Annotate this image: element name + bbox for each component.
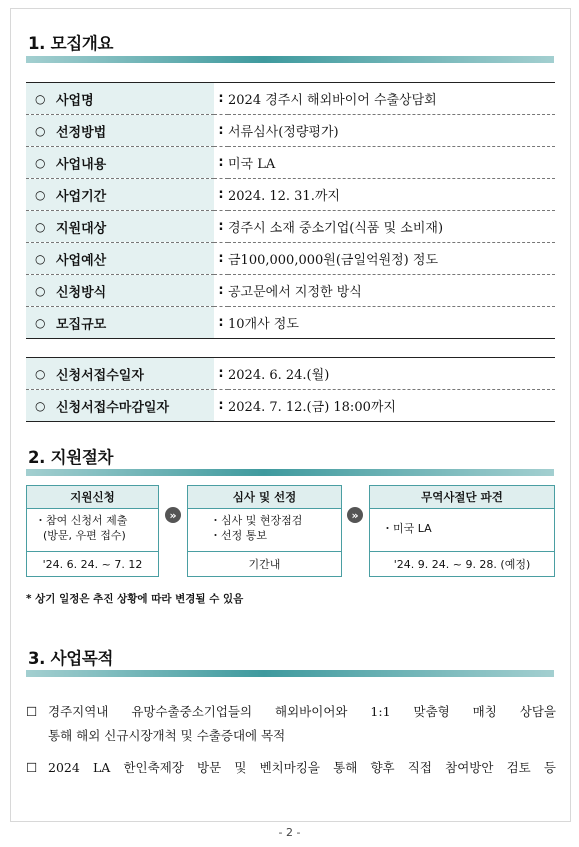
- row-value: 2024. 7. 12.(금) 18:00까지: [228, 390, 555, 422]
- info-row: [26, 307, 555, 339]
- circle-bullet-icon: ○: [35, 366, 46, 381]
- info-row: [26, 275, 555, 307]
- row-label-cell: [26, 275, 214, 307]
- row-colon: :: [214, 243, 228, 275]
- row-label-cell: [26, 115, 214, 147]
- arrow-right-icon: »: [165, 507, 181, 523]
- circle-bullet-icon: ○: [35, 315, 46, 330]
- section3-rule: [26, 670, 554, 677]
- info-row: [26, 358, 555, 390]
- step-line: (방문, 우편 접수): [43, 529, 126, 542]
- row-colon: :: [214, 115, 228, 147]
- row-value: 공고문에서 지정한 방식: [228, 275, 555, 307]
- row-value: 10개사 정도: [228, 307, 555, 339]
- circle-bullet-icon: ○: [35, 398, 46, 413]
- section3-title: 3. 사업목적: [28, 649, 114, 668]
- purpose-item-1: [26, 700, 556, 748]
- row-value: 서류심사(정량평가): [228, 115, 555, 147]
- schedule-note: * 상기 일정은 추진 상황에 따라 변경될 수 있음: [26, 593, 244, 605]
- row-label: 사업내용: [56, 157, 107, 172]
- step-apply: [26, 485, 159, 577]
- info-row: [26, 243, 555, 275]
- info-row: [26, 390, 555, 422]
- overview-table: [26, 82, 555, 339]
- row-colon: :: [214, 275, 228, 307]
- row-label: 모집규모: [56, 317, 107, 332]
- row-label-cell: [26, 83, 214, 115]
- row-value: 2024. 6. 24.(월): [228, 358, 555, 390]
- row-label-cell: [26, 147, 214, 179]
- circle-bullet-icon: ○: [35, 219, 46, 234]
- step-period: '24. 9. 24. ~ 9. 28. (예정): [370, 551, 554, 576]
- row-label: 사업명: [56, 93, 94, 108]
- row-value: 경주시 소재 중소기업(식품 및 소비재): [228, 211, 555, 243]
- row-label: 신청방식: [56, 285, 107, 300]
- row-colon: :: [214, 211, 228, 243]
- step-header: 지원신청: [27, 486, 158, 509]
- section1-title: 1. 모집개요: [28, 34, 114, 53]
- checkbox-icon: ☐: [26, 760, 38, 775]
- row-label: 선정방법: [56, 125, 107, 140]
- row-label: 신청서접수일자: [56, 368, 144, 383]
- purpose-text: 통해 해외 신규시장개척 및 수출증대에 목적: [48, 728, 286, 743]
- row-colon: :: [214, 390, 228, 422]
- page-number: - 2 -: [278, 826, 301, 839]
- row-label: 사업기간: [56, 189, 107, 204]
- row-label-cell: [26, 243, 214, 275]
- section2-title: 2. 지원절차: [28, 448, 114, 467]
- circle-bullet-icon: ○: [35, 251, 46, 266]
- row-label-cell: [26, 307, 214, 339]
- step-dispatch: [369, 485, 555, 577]
- circle-bullet-icon: ○: [35, 91, 46, 106]
- step-period: 기간내: [188, 551, 341, 576]
- step-line: ・심사 및 현장점검: [210, 514, 303, 527]
- circle-bullet-icon: ○: [35, 187, 46, 202]
- row-value: 2024 경주시 해외바이어 수출상담회: [228, 83, 555, 115]
- info-row: [26, 115, 555, 147]
- checkbox-icon: ☐: [26, 704, 38, 719]
- circle-bullet-icon: ○: [35, 123, 46, 138]
- info-row: [26, 147, 555, 179]
- row-label-cell: [26, 390, 214, 422]
- row-colon: :: [214, 179, 228, 211]
- circle-bullet-icon: ○: [35, 155, 46, 170]
- step-header: 무역사절단 파견: [370, 486, 554, 509]
- step-line: ・참여 신청서 제출: [35, 514, 128, 527]
- row-colon: :: [214, 147, 228, 179]
- step-header: 심사 및 선정: [188, 486, 341, 509]
- arrow-right-icon: »: [347, 507, 363, 523]
- row-colon: :: [214, 358, 228, 390]
- dates-table: [26, 357, 555, 422]
- info-row: [26, 211, 555, 243]
- row-label: 사업예산: [56, 253, 107, 268]
- row-label-cell: [26, 211, 214, 243]
- row-value: 금100,000,000원(금일억원정) 정도: [228, 243, 555, 275]
- row-colon: :: [214, 83, 228, 115]
- row-value: 미국 LA: [228, 147, 555, 179]
- purpose-text: 2024 LA 한인축제장 방문 및 벤치마킹을 통해 향후 직접 참여방안 검토 등: [48, 760, 556, 775]
- row-label: 신청서접수마감일자: [56, 400, 170, 415]
- row-colon: :: [214, 307, 228, 339]
- step-period: '24. 6. 24. ~ 7. 12: [27, 551, 158, 576]
- circle-bullet-icon: ○: [35, 283, 46, 298]
- row-label-cell: [26, 179, 214, 211]
- section1-rule: [26, 56, 554, 63]
- step-line: ・미국 LA: [382, 522, 432, 535]
- step-line: ・선정 통보: [210, 529, 268, 542]
- row-value: 2024. 12. 31.까지: [228, 179, 555, 211]
- info-row: [26, 83, 555, 115]
- row-label-cell: [26, 358, 214, 390]
- purpose-item-2: [26, 756, 556, 780]
- step-review: [187, 485, 342, 577]
- section2-rule: [26, 469, 554, 476]
- purpose-text: 경주지역내 유망수출중소기업들의 해외바이어와 1:1 맞춤형 매칭 상담을: [48, 704, 556, 719]
- row-label: 지원대상: [56, 221, 107, 236]
- info-row: [26, 179, 555, 211]
